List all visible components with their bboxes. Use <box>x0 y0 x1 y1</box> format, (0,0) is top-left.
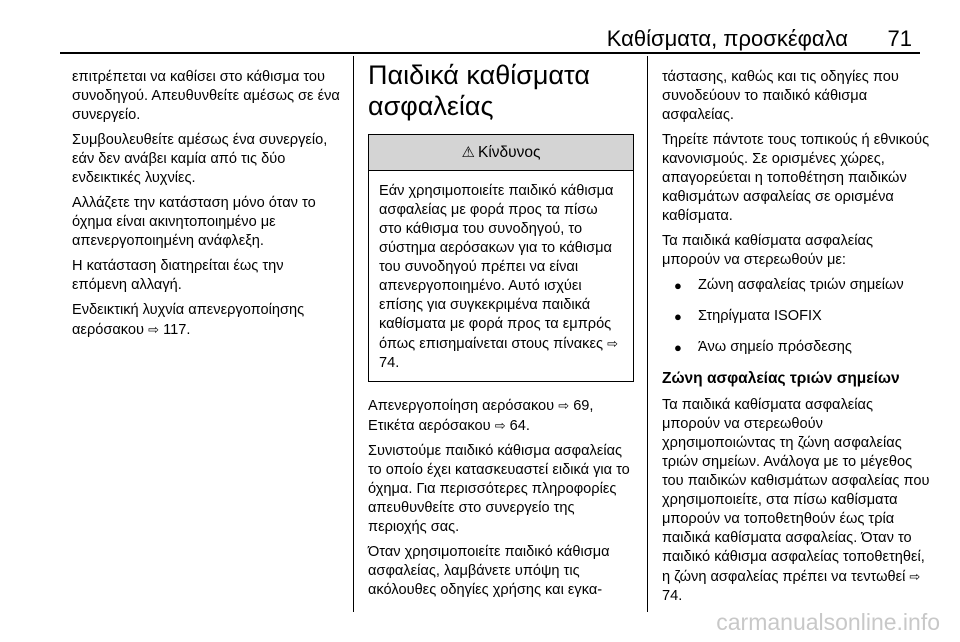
column-left <box>72 68 340 346</box>
danger-text <box>379 182 623 373</box>
page-reference[interactable]: 74. <box>662 588 683 604</box>
header-rule <box>60 52 920 54</box>
paragraph: Όταν χρησιμοποιείτε παιδικό κάθισμα ασφαλείας, λαμβάνετε υπόψη τις ακόλουθες οδηγίες χρήσης και εγκα- <box>368 544 610 598</box>
column-right <box>662 68 934 612</box>
subheading: Ζώνη ασφαλείας τριών σημείων <box>662 370 900 387</box>
mounting-options-list <box>662 276 934 357</box>
page-ref-arrow-icon: ⇨ <box>607 336 618 351</box>
paragraph-with-reference <box>72 301 340 340</box>
column-middle <box>368 60 634 606</box>
paragraph: Τα παιδικά καθίσματα ασφαλείας μπορούν να στερεωθούν με: <box>662 233 873 268</box>
column-divider-right <box>647 56 648 612</box>
paragraph-text: Ενδεικτική λυχνία απενεργοποίησης αερόσακου <box>72 302 305 338</box>
reference-text: Ετικέτα αερόσακου <box>368 418 491 434</box>
page-ref-arrow-icon: ⇨ <box>494 418 506 433</box>
danger-heading <box>369 135 633 171</box>
page-reference[interactable]: 74. <box>379 355 400 371</box>
page-ref-arrow-icon: ⇨ <box>148 322 159 337</box>
list-item: ● Ζώνη ασφαλείας τριών σημείων <box>662 276 934 295</box>
paragraph: τάστασης, καθώς και τις οδηγίες που συνοδεύουν το παιδικό κάθισμα ασφαλείας. <box>662 69 899 123</box>
column-divider-left <box>353 56 354 612</box>
page-ref-arrow-icon: ⇨ <box>909 569 921 584</box>
reference-text: Απενεργοποίηση αερόσακου <box>368 398 555 414</box>
header-title: Καθίσματα, προσκέφαλα <box>606 26 848 51</box>
page-reference[interactable]: 64. <box>509 418 530 434</box>
danger-box <box>368 134 634 382</box>
page-reference[interactable]: 69, <box>573 398 594 414</box>
paragraph: Τηρείτε πάντοτε τους τοπικούς ή εθνικούς κανονισμούς. Σε ορισμένες χώρες, απαγορεύεται η τοποθέτηση παιδικών καθισμάτων ασφαλείας σε ορισμένα καθίσματα. <box>662 132 930 224</box>
list-item: ● Στηρίγματα ISOFIX <box>662 307 934 326</box>
page-reference[interactable]: 117. <box>163 322 191 338</box>
reference-lines <box>368 396 634 436</box>
section-title: Παιδικά καθίσματα ασφαλείας <box>368 60 590 121</box>
paragraph: Η κατάσταση διατηρείται έως την επόμενη αλλαγή. <box>72 258 284 293</box>
paragraph: επιτρέπεται να καθίσει στο κάθισμα του συνοδηγού. Απευθυνθείτε αμέσως σε ένα συνεργείο. <box>72 69 340 123</box>
danger-heading-label: Κίνδυνος <box>477 144 541 161</box>
danger-body <box>369 171 633 381</box>
paragraph-text: Τα παιδικά καθίσματα ασφαλείας μπορούν να στερεωθούν χρησιμοποιώντας τη ζώνη ασφαλείας τριών σημείων. Ανάλογα με το μέγεθος του παιδικών καθισμάτων ασφαλείας που χρησιμοποιείτε, στα πίσω καθίσματα μπορούν να τοποθετηθούν έως τρία παιδικά καθίσματα ασφαλείας. Όταν το παιδικό κάθισμα ασφαλείας τοποθετηθεί, η ζώνη ασφαλείας πρέπει να τεντωθεί <box>662 397 930 585</box>
paragraph: Αλλάζετε την κατάσταση μόνο όταν το όχημα είναι ακινητοποιημένο με απενεργοποιημένη ανάφλεξη. <box>72 195 316 249</box>
page-ref-arrow-icon: ⇨ <box>558 398 570 413</box>
danger-body-text: Εάν χρησιμοποιείτε παιδικό κάθισμα ασφαλείας με φορά προς τα πίσω στο κάθισμα του συνοδηγού, το σύστημα αερόσακων για το κάθισμα του συνοδηγού πρέπει να είναι απενεργοποιημένο. Αυτό ισχύει επίσης για συγκεκριμένα παιδικά καθίσματα με φορά προς τα εμπρός όπως επισημαίνεται στους πίνακες <box>379 183 614 352</box>
paragraph: Συνιστούμε παιδικό κάθισμα ασφαλείας το οποίο έχει κατασκευαστεί ειδικά για το όχημα. Για περισσότερες πληροφορίες απευθυνθείτε στο συνεργείο της περιοχής σας. <box>368 443 630 535</box>
list-item: ● Άνω σημείο πρόσδεσης <box>662 338 934 357</box>
watermark: carmanualsonline.info <box>716 609 940 635</box>
paragraph: Συμβουλευθείτε αμέσως ένα συνεργείο, εάν δεν ανάβει καμία από τις δύο ενδεικτικές λυχνίες. <box>72 132 328 186</box>
warning-triangle-icon: ⚠ <box>461 144 475 161</box>
page-number: 71 <box>887 26 912 51</box>
paragraph-with-reference <box>662 396 934 606</box>
